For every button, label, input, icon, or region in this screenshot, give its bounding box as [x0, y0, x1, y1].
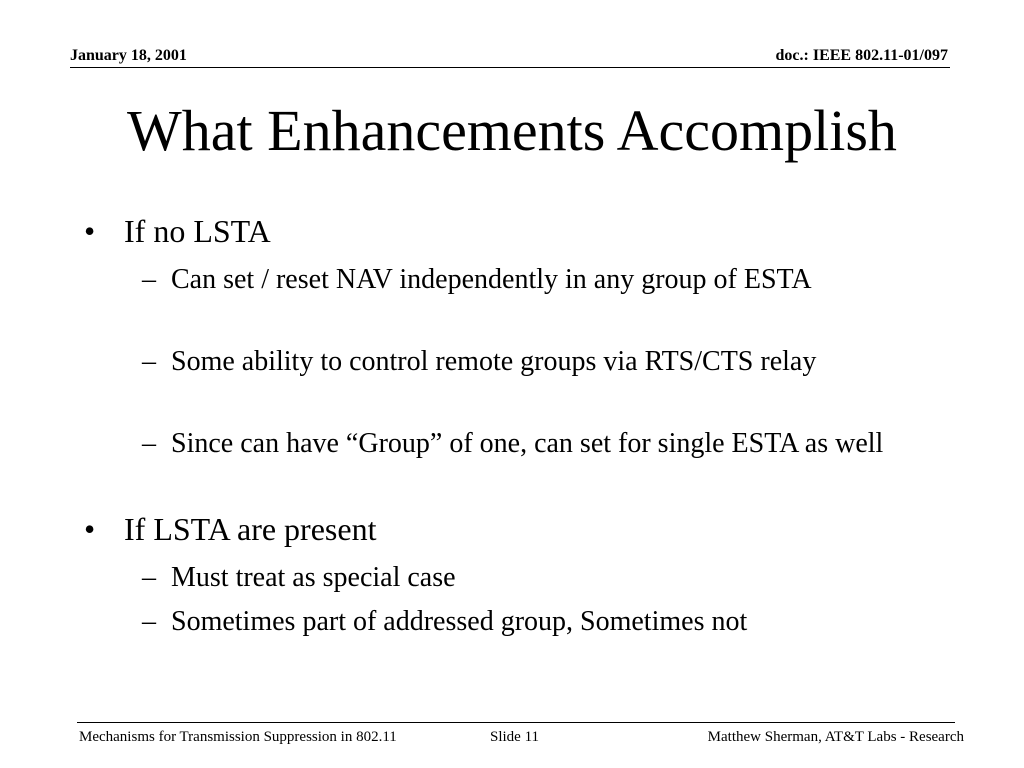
- dash-glyph: –: [142, 606, 156, 637]
- sub-bullet-text: Some ability to control remote groups via RTS/CTS relay: [171, 346, 817, 377]
- bullet-glyph: •: [84, 511, 96, 547]
- header-doc-id: doc.: IEEE 802.11-01/097: [775, 47, 948, 64]
- footer-divider: [77, 722, 955, 723]
- bullet-text: If no LSTA: [124, 213, 271, 249]
- sub-bullet-text: Since can have “Group” of one, can set for single ESTA as well: [171, 428, 884, 459]
- footer-slide-number: Slide 11: [490, 729, 540, 745]
- sub-bullet-text: Can set / reset NAV independently in any group of ESTA: [171, 264, 812, 295]
- dash-glyph: –: [142, 264, 156, 295]
- dash-glyph: –: [142, 346, 156, 377]
- bullet-glyph: •: [84, 213, 96, 249]
- slide-title: What Enhancements Accomplish: [127, 98, 897, 163]
- header-date: January 18, 2001: [70, 47, 187, 64]
- footer-author: Matthew Sherman, AT&T Labs - Research: [707, 729, 964, 745]
- dash-glyph: –: [142, 562, 156, 593]
- header-divider: [70, 67, 950, 68]
- sub-bullet-text: Must treat as special case: [171, 562, 456, 593]
- footer-presentation-title: Mechanisms for Transmission Suppression in 802.11: [79, 729, 397, 745]
- sub-bullet-text: Sometimes part of addressed group, Sometimes not: [171, 606, 748, 637]
- dash-glyph: –: [142, 428, 156, 459]
- bullet-text: If LSTA are present: [124, 511, 377, 547]
